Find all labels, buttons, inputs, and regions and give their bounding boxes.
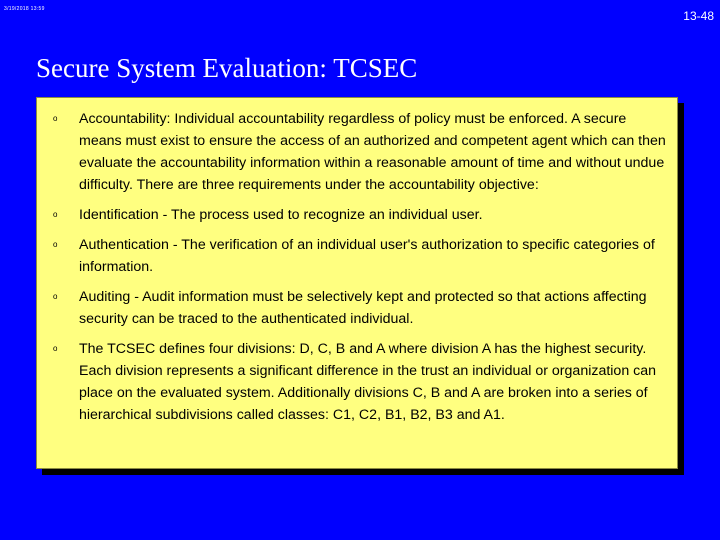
bullet-item-authentication xyxy=(37,234,667,278)
bullet-item-auditing xyxy=(37,286,667,330)
bullet-marker-icon: o xyxy=(53,240,58,249)
content-box xyxy=(36,97,678,469)
bullet-item-divisions xyxy=(37,338,667,426)
bullet-text: The TCSEC defines four divisions: D, C, B and A where division A has the highest security. Each division represents a significant difference in the trust an individual or organization can place on the evaluated system. Additionally divisions C, B and A are broken into a series of hierarchical subdivisions called classes: C1, C2, B1, B2, B3 and A1. xyxy=(79,341,657,423)
bullet-list xyxy=(37,98,677,426)
bullet-marker-icon: o xyxy=(53,210,58,219)
bullet-item-identification xyxy=(37,204,667,226)
bullet-marker-icon: o xyxy=(53,292,58,301)
bullet-marker-icon: o xyxy=(53,344,58,353)
date-time-stamp: 3/19/2018 13:59 xyxy=(4,6,45,12)
bullet-text: Accountability: Individual accountability regardless of policy must be enforced. A secure means must exist to ensure the access of an authorized and competent agent which can then evaluate the accountability information within a reasonable amount of time and without undue difficulty. There are three requirements under the accountability objective: xyxy=(79,111,666,193)
bullet-text: Identification - The process used to recognize an individual user. xyxy=(79,207,483,223)
bullet-text: Authentication - The verification of an individual user's authorization to specific categories of information. xyxy=(79,237,655,275)
bullet-item-accountability xyxy=(37,108,667,196)
slide-title: Secure System Evaluation: TCSEC xyxy=(36,53,418,83)
page-number: 13-48 xyxy=(683,9,714,23)
bullet-text: Auditing - Audit information must be selectively kept and protected so that actions affecting security can be traced to the authenticated individual. xyxy=(79,289,647,327)
bullet-marker-icon: o xyxy=(53,114,58,123)
